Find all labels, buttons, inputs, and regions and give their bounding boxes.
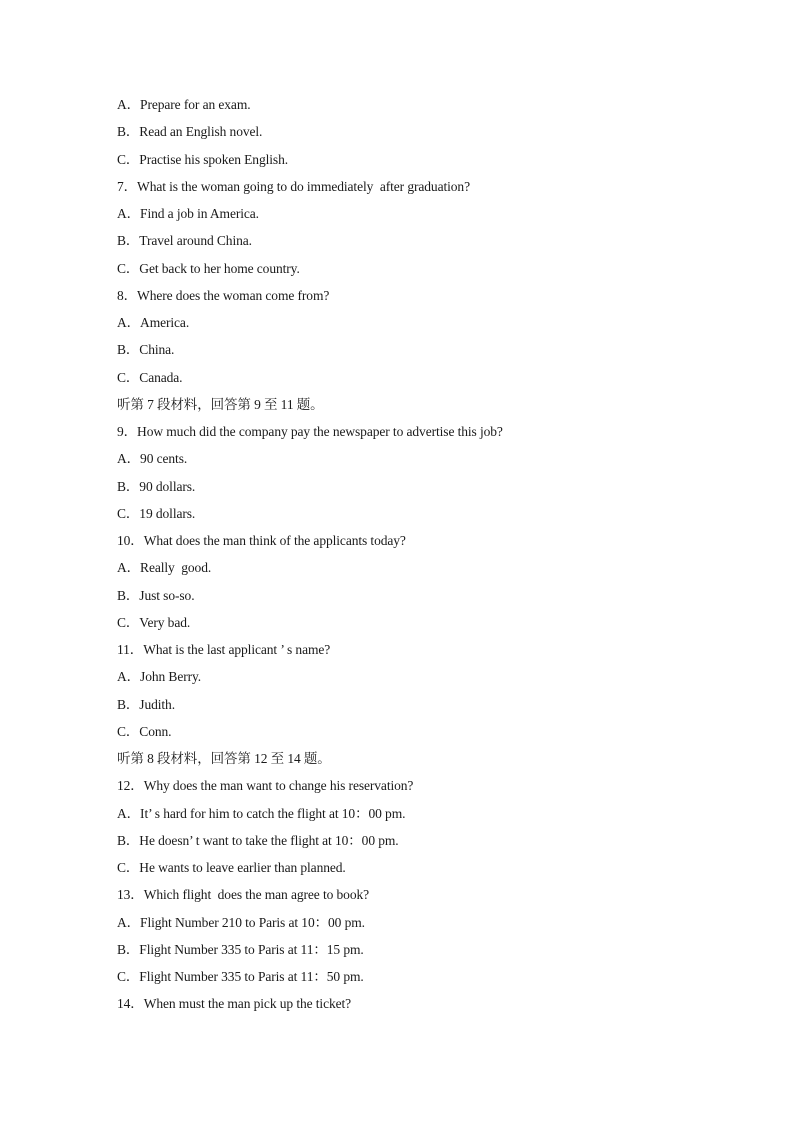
- option-line: A．90 cents.: [117, 451, 188, 467]
- question-list: [117, 94, 717, 1021]
- question-line: 12．Why does the man want to change his reservation?: [117, 778, 414, 794]
- option-line: B．90 dollars.: [117, 478, 196, 494]
- question-line: 11．What is the last applicant ’ s name?: [117, 642, 331, 657]
- option-line: B．Travel around China.: [117, 233, 252, 249]
- option-line: B．Judith.: [117, 696, 175, 712]
- option-line: B．Flight Number 335 to Paris at 11：15 pm.: [117, 941, 364, 957]
- question-line: 10．What does the man think of the applicants today?: [117, 533, 406, 548]
- option-line: B．Read an English novel.: [117, 124, 263, 140]
- option-line: A．John Berry.: [117, 669, 202, 685]
- question-line: 7．What is the woman going to do immediately after graduation?: [117, 178, 470, 194]
- question-line: 9．How much did the company pay the newspaper to advertise this job?: [117, 424, 503, 439]
- question-line: 13．Which flight does the man agree to book?: [117, 887, 370, 903]
- option-line: A．Really good.: [117, 560, 212, 576]
- option-line: A．Flight Number 210 to Paris at 10：00 pm.: [117, 914, 365, 930]
- section-instruction: 听第 7 段材料，回答第 9 至 11 题。: [117, 396, 324, 412]
- option-line: A．America.: [117, 315, 190, 330]
- question-line: 8．Where does the woman come from?: [117, 287, 330, 303]
- option-line: C．Canada.: [117, 369, 183, 385]
- option-line: C．19 dollars.: [117, 505, 196, 521]
- option-line: B．Just so-so.: [117, 587, 195, 603]
- option-line: C．Very bad.: [117, 614, 191, 630]
- option-line: B．He doesn’ t want to take the flight at 10：00 pm.: [117, 832, 399, 848]
- option-line: C．Practise his spoken English.: [117, 151, 288, 167]
- option-line: C．Conn.: [117, 723, 172, 739]
- option-line: A．Find a job in America.: [117, 206, 259, 221]
- option-line: C．Get back to her home country.: [117, 260, 300, 276]
- question-line: 14．When must the man pick up the ticket?: [117, 996, 352, 1012]
- option-line: A．Prepare for an exam.: [117, 97, 251, 112]
- section-instruction: 听第 8 段材料，回答第 12 至 14 题。: [117, 751, 331, 766]
- option-line: C．He wants to leave earlier than planned.: [117, 860, 346, 875]
- option-line: A．It’ s hard for him to catch the flight at 10：00 pm.: [117, 805, 406, 821]
- option-line: C．Flight Number 335 to Paris at 11：50 pm.: [117, 969, 364, 984]
- option-line: B．China.: [117, 342, 175, 358]
